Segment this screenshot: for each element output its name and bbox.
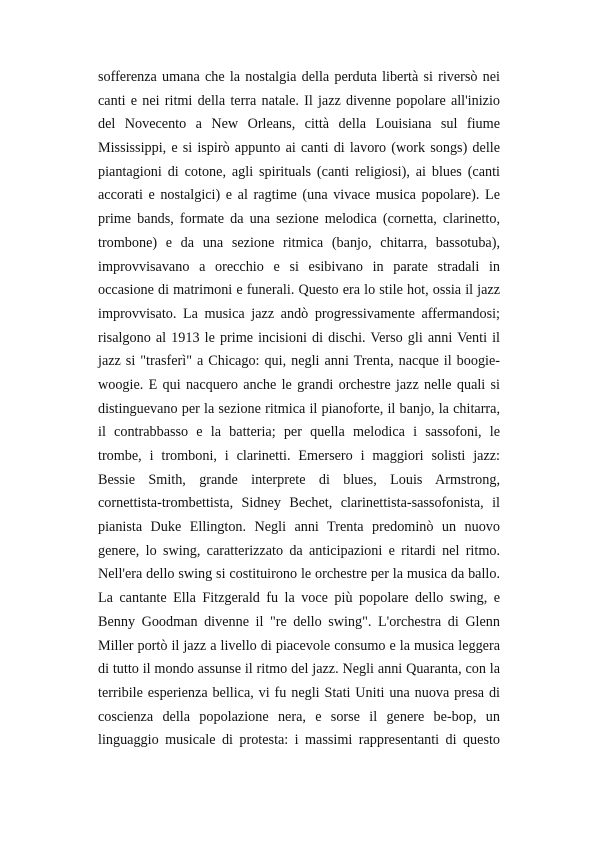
text-line: trombe, i tromboni, i clarinetti. Emersero i maggiori solisti jazz: [98,448,500,464]
text-line: piantagioni di cotone, agli spirituals (canti religiosi), ai blues (canti [98,163,500,180]
text-line: cornettista-trombettista, Sidney Bechet, clarinettista-sassofonista, il [98,495,500,512]
text-line: il contrabbasso e la batteria; per quella melodica i sassofoni, le [98,424,500,441]
text-line: del Novecento a New Orleans, città della Louisiana sul fiume [98,116,500,133]
text-line: trombone) e da una sezione ritmica (banjo, chitarra, bassotuba), [98,234,500,251]
text-line: jazz si "trasferì" a Chicago: qui, negli anni Trenta, nacque il boogie- [98,353,500,370]
text-line: Benny Goodman divenne il "re dello swing". L'orchestra di Glenn [98,613,500,630]
text-line: improvvisato. La musica jazz andò progressivamente affermandosi; [98,305,500,322]
text-line: Bessie Smith, grande interprete di blues, Louis Armstrong, [98,471,500,488]
text-line: coscienza della popolazione nera, e sorse il genere be-bop, un [98,708,500,725]
text-line: prime bands, formate da una sezione melodica (cornetta, clarinetto, [98,211,500,228]
text-line: linguaggio musicale di protesta: i massimi rappresentanti di questo [98,732,500,749]
text-line: distinguevano per la sezione ritmica il pianoforte, il banjo, la chitarra, [98,400,500,417]
text-line: accorati e nostalgici) e al ragtime (una vivace musica popolare). Le [98,187,500,204]
text-line: La cantante Ella Fitzgerald fu la voce più popolare dello swing, e [98,590,500,607]
text-line: genere, lo swing, caratterizzato da anticipazioni e ritardi nel ritmo. [98,542,500,559]
text-line: Miller portò il jazz a livello di piacevole consumo e la musica leggera [98,637,500,654]
text-line: terribile esperienza bellica, vi fu negli Stati Uniti una nuova presa di [98,684,500,701]
text-line: improvvisavano a orecchio e si esibivano in parate stradali in [98,258,500,275]
text-line: Nell'era dello swing si costituirono le orchestre per la musica da ballo. [98,566,500,583]
text-line: occasione di matrimoni e funerali. Questo era lo stile hot, ossia il jazz [98,282,500,299]
text-line: risalgono al 1913 le prime incisioni di dischi. Verso gli anni Venti il [98,329,500,346]
text-line: Mississippi, e si ispirò appunto ai canti di lavoro (work songs) delle [98,140,500,157]
text-line: pianista Duke Ellington. Negli anni Trenta predominò un nuovo [98,519,500,536]
body-paragraph [98,66,500,753]
text-line: di tutto il mondo assunse il ritmo del jazz. Negli anni Quaranta, con la [98,661,500,678]
text-line: canti e nei ritmi della terra natale. Il jazz divenne popolare all'inizio [98,92,500,109]
text-line: sofferenza umana che la nostalgia della perduta libertà si riversò nei [98,69,500,85]
text-line: woogie. E qui nacquero anche le grandi orchestre jazz nelle quali si [98,376,500,393]
